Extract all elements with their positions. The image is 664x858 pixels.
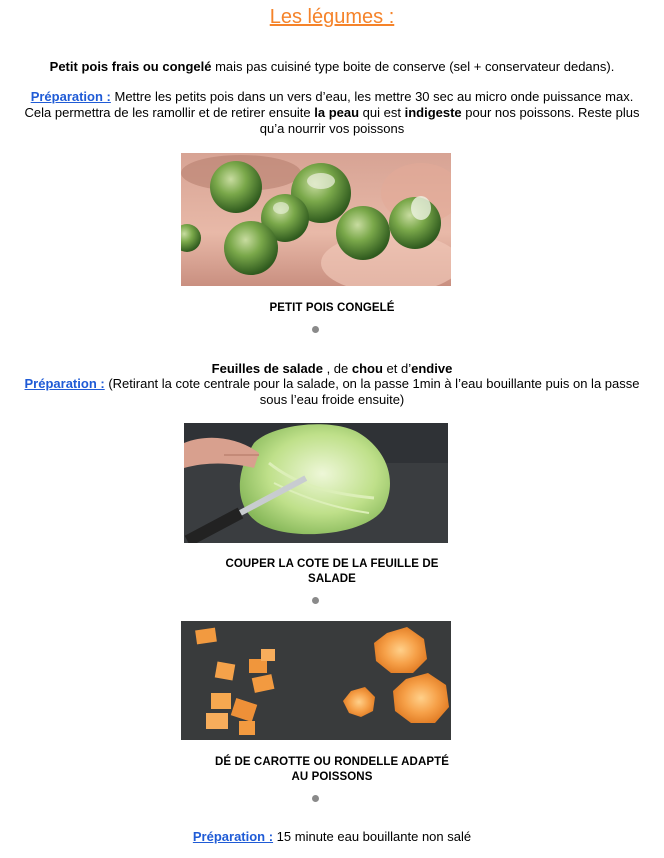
final-prep-text: 15 minute eau bouillante non salé [273,829,472,844]
lettuce-cutting-photo [184,423,448,543]
peas-intro-bold: Petit pois frais ou congelé [49,59,212,74]
salad-heading-1: Feuilles de salade [211,361,323,376]
peas-prep-text-2: qui est [359,105,405,120]
salad-caption-text: COUPER LA COTE DE LA FEUILLE DE SALADE [225,558,439,585]
peas-preparation [20,89,644,137]
salad-heading [20,361,644,377]
carrot-caption [0,755,664,785]
salad-heading-3: chou [351,361,383,376]
page-title: Les légumes : [269,6,395,28]
peas-prep-text-3: pour nos poissons. Reste plus qu’a nourrir vos poissons [259,105,640,136]
salad-heading-2: , de [322,361,352,376]
bullet-3 [312,795,319,802]
peas-caption: PETIT POIS CONGELÉ [269,302,395,314]
peas-intro [20,59,644,75]
frozen-peas-photo [181,153,451,286]
final-prep-label[interactable]: Préparation : [192,829,274,844]
peas-prep-text-1: Mettre les petits pois dans un vers d’eau, les mettre 30 sec au micro onde puissance max. Cela permettra de les ramollir et de retirer ensuite [24,89,634,120]
salad-heading-5: endive [411,361,453,376]
salad-preparation [20,376,644,408]
final-preparation [20,829,644,845]
peas-prep-bold-1: la peau [314,105,360,120]
salad-heading-4: et d’ [382,361,412,376]
bullet-2 [312,597,319,604]
carrot-caption-text: DÉ DE CAROTTE OU RONDELLE ADAPTÉ AU POISSONS [214,756,450,783]
carrot-pieces-photo [181,621,451,740]
peas-prep-label[interactable]: Préparation : [30,89,111,104]
bullet-1 [312,326,319,333]
peas-intro-rest: mais pas cuisiné type boite de conserve (sel + conservateur dedans). [211,59,615,74]
salad-caption [0,557,664,587]
salad-prep-text: (Retirant la cote centrale pour la salade, on la passe 1min à l’eau bouillante puis on la passe sous l’eau froide ensuite) [104,376,640,407]
peas-prep-bold-2: indigeste [404,105,462,120]
salad-prep-label[interactable]: Préparation : [24,376,105,391]
